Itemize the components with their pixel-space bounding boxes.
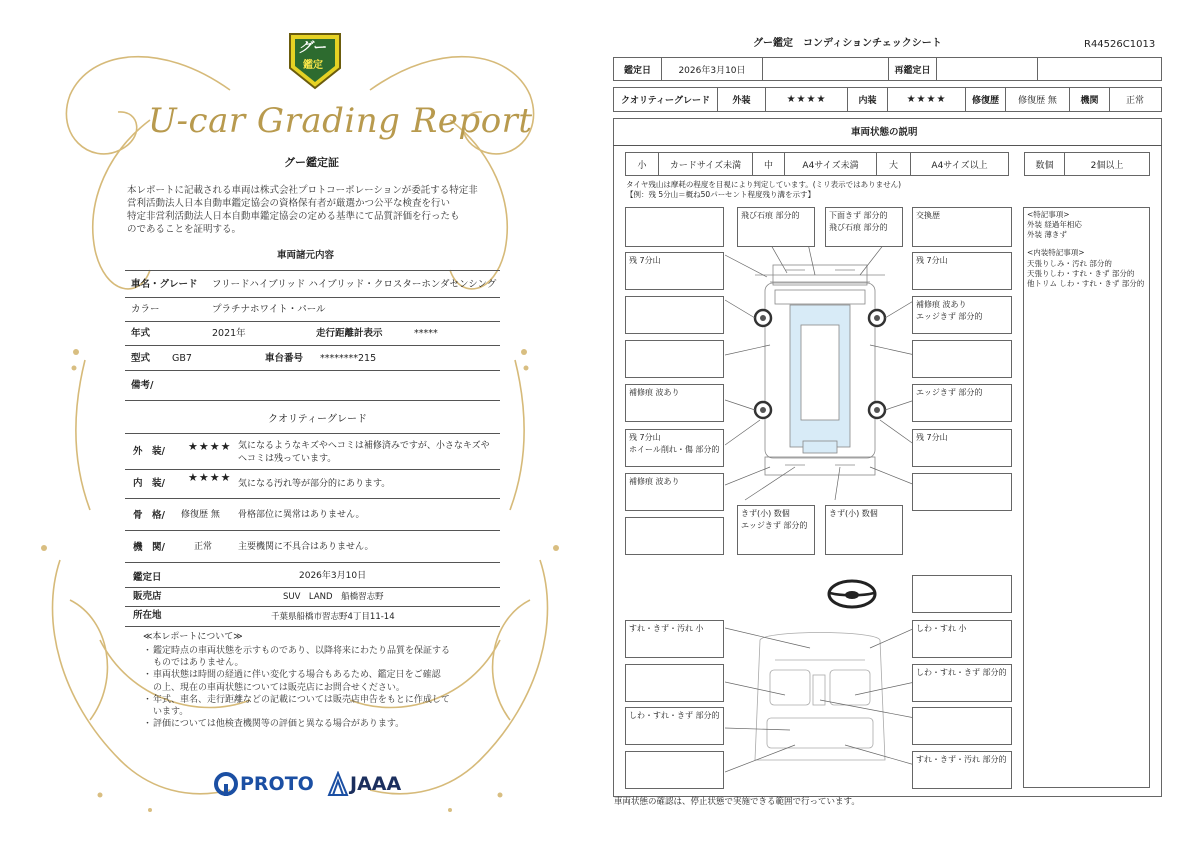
- count-legend: [1024, 152, 1150, 176]
- interior-stars: ★★★★: [188, 471, 232, 484]
- frame-value: 修復歴 無: [181, 510, 220, 520]
- divider: [125, 370, 500, 371]
- car-exterior-diagram: [725, 205, 915, 550]
- chassis-value: ********215: [320, 353, 377, 364]
- intro-paragraph: [127, 184, 507, 236]
- note-line: 車両状態は時間の経過に伴い変化する場合もあるため、鑑定日をご確認: [153, 670, 441, 681]
- note-line: 年式、車名、走行距離などの記載については販売店申告をもとに作成して: [153, 694, 450, 705]
- size-legend: [625, 152, 1009, 176]
- year-label: 年式: [131, 328, 151, 339]
- note-line: 評価については他検査機関等の評価と異なる場合があります。: [153, 719, 405, 730]
- note-box: [625, 296, 724, 334]
- proto-logo-icon: [214, 772, 238, 796]
- note-box: [625, 340, 724, 378]
- note-box-rear-2: [825, 505, 903, 555]
- note-text: エッジきず 部分的: [916, 311, 983, 321]
- certificate-title: グー鑑定証: [284, 156, 339, 169]
- special-line: 他トリム しわ・すれ・きず 部分的: [1027, 278, 1145, 288]
- note-text: 残 7分山: [916, 256, 948, 265]
- divider: [125, 626, 500, 627]
- note-text: すれ・きず・汚れ 小: [629, 624, 704, 633]
- divider: [125, 345, 500, 346]
- engine-note: 主要機関に不具合はありません。: [238, 542, 374, 552]
- exterior-label: 外 装/: [133, 446, 165, 457]
- note-text: 補修痕 波あり: [629, 388, 680, 397]
- divider: [125, 498, 500, 499]
- sheet-code: R44526C1013: [1084, 39, 1156, 50]
- special-line: 外装 薄きず: [1027, 230, 1067, 240]
- note-box-tire-rr: [912, 429, 1012, 467]
- note-text: 下面きず 部分的: [829, 211, 888, 220]
- note-bullet: ・: [143, 670, 153, 681]
- size-large: 大: [877, 153, 911, 175]
- note-box-repair-l2: [625, 473, 724, 511]
- frame-note: 骨格部位に異常はありません。: [238, 510, 365, 520]
- year-value: 2021年: [212, 328, 246, 339]
- note-box: [912, 340, 1012, 378]
- blank-cell: [763, 58, 889, 80]
- model-value: GB7: [172, 353, 192, 364]
- tire-note-1: タイヤ残山は摩耗の程度を目視により判定しています。(ミリ表示ではありません): [626, 180, 902, 189]
- note-text: 飛び石痕 部分的: [829, 222, 888, 232]
- note-box-int-r4: [912, 751, 1012, 789]
- note-box-front-low: [825, 207, 903, 247]
- note-text: 残 7分山: [629, 433, 661, 442]
- date-value: 2026年3月10日: [662, 58, 763, 80]
- divider: [125, 587, 500, 588]
- note-box-int-r2: [912, 664, 1012, 702]
- note-text: エッジきず 部分的: [916, 388, 983, 397]
- note-line: の上、現在の車両状態については販売店にお問合せください。: [153, 682, 405, 693]
- shop-value: SUV LAND 船橋習志野: [283, 592, 384, 602]
- grade-row: [613, 87, 1162, 112]
- size-mid: 中: [753, 153, 785, 175]
- interior-stars: ★★★★: [888, 88, 966, 111]
- date-row: [613, 57, 1162, 81]
- intro-line: 営利活動法人日本自動車鑑定協会の資格保有者が厳選かつ公平な検査を行い: [127, 198, 451, 209]
- note-box-chip: [737, 207, 815, 247]
- remarks-label: 備考/: [131, 380, 154, 391]
- script-title: U-car Grading Report: [148, 101, 533, 141]
- engine-label: 機関: [1070, 88, 1110, 111]
- shop-label: 販売店: [133, 591, 162, 602]
- sheet-footer: 車両状態の確認は、停止状態で実施できる範囲で行っています。: [614, 797, 860, 807]
- redate-label: 再鑑定日: [889, 58, 937, 80]
- jaaa-logo: JAAA: [350, 773, 402, 795]
- special-line: <特記事項>: [1027, 210, 1070, 219]
- divider: [125, 530, 500, 531]
- size-mid-desc: A4サイズ未満: [785, 153, 877, 175]
- note-box-edge-r: [912, 384, 1012, 422]
- size-small: 小: [626, 153, 659, 175]
- divider: [125, 469, 500, 470]
- divider: [125, 606, 500, 607]
- color-value: プラチナホワイト・パール: [212, 304, 326, 315]
- note-box-repair-l: [625, 384, 724, 422]
- note-text: 飛び石痕 部分的: [741, 211, 800, 220]
- notes-heading: ≪本レポートについて≫: [143, 632, 243, 642]
- interior-label: 内 装/: [133, 478, 165, 489]
- note-box: [625, 517, 724, 555]
- note-text: しわ・すれ 小: [916, 624, 967, 633]
- note-item: [143, 694, 493, 718]
- note-item: [143, 718, 493, 730]
- frame-label: 骨 格/: [133, 510, 165, 521]
- car-interior-diagram: [725, 600, 915, 795]
- badge-line1: グー: [298, 40, 326, 56]
- divider: [125, 433, 500, 434]
- count-label: 数個: [1025, 153, 1065, 175]
- engine-value: 正常: [194, 542, 213, 552]
- special-line: <内装特記事項>: [1027, 248, 1085, 258]
- note-text: ホイール削れ・傷 部分的: [629, 444, 720, 454]
- note-line: います。: [153, 707, 189, 718]
- divider: [613, 145, 1162, 146]
- engine-label: 機 関/: [133, 542, 165, 553]
- engine-value: 正常: [1125, 96, 1144, 106]
- count-value: 2個以上: [1090, 160, 1124, 171]
- note-text: きず(小) 数個: [741, 509, 790, 518]
- note-box: [912, 473, 1012, 511]
- exterior-label: 外装: [718, 88, 766, 111]
- divider: [125, 400, 500, 401]
- special-line: 外装 経過年相応: [1027, 220, 1082, 230]
- note-box-rear-1: [737, 505, 815, 555]
- note-box-int-r1: [912, 620, 1012, 658]
- note-item: [143, 669, 493, 693]
- divider: [125, 270, 500, 271]
- intro-line: のであることを証明する。: [127, 224, 242, 235]
- date-label: 鑑定日: [614, 58, 662, 80]
- note-box-int-l1: [625, 620, 724, 658]
- note-text: 交換歴: [916, 211, 940, 220]
- repair-history-label: 修復歴: [966, 88, 1006, 111]
- interior-note: 気になる汚れ等が部分的にあります。: [238, 479, 391, 489]
- section-title: 車両状態の説明: [851, 127, 918, 138]
- note-text: きず(小) 数個: [829, 509, 878, 518]
- car-name-label: 車名・グレード: [131, 279, 198, 290]
- note-text: 残 7分山: [629, 256, 661, 265]
- note-item: [143, 645, 493, 669]
- repair-history-value: 修復歴 無: [1006, 88, 1070, 111]
- note-bullet: ・: [143, 719, 153, 730]
- note-text: 補修痕 波あり: [916, 300, 967, 309]
- exterior-stars: ★★★★: [188, 440, 232, 453]
- note-bullet: ・: [143, 694, 153, 705]
- proto-logo: PROTO: [240, 773, 314, 795]
- note-box-int-l3: [625, 707, 724, 745]
- note-box-tire-fr: [912, 252, 1012, 290]
- exterior-stars: ★★★★: [766, 88, 848, 111]
- note-box-tire-rl: [625, 429, 724, 467]
- divider: [125, 562, 500, 563]
- inspection-date-label: 鑑定日: [133, 572, 162, 583]
- inspection-date-value: 2026年3月10日: [299, 571, 367, 581]
- redate-value: [937, 58, 1038, 80]
- divider: [125, 321, 500, 322]
- special-notes: [1023, 207, 1150, 788]
- size-small-desc: カードサイズ未満: [659, 153, 753, 175]
- quality-grade-label: クオリティーグレード: [614, 88, 718, 111]
- sheet-title: グー鑑定 コンディションチェックシート: [753, 38, 942, 49]
- note-text: 残 7分山: [916, 433, 948, 442]
- size-large-desc: A4サイズ以上: [931, 160, 988, 171]
- intro-line: 本レポートに記載される車両は株式会社プロトコーポレーションが委託する特定非: [127, 185, 478, 196]
- exterior-note-2: ヘコミは残っています。: [238, 454, 337, 464]
- intro-line: 特定非営利活動法人日本自動車鑑定協会の定める基準にて品質評価を行ったも: [127, 211, 460, 222]
- special-line: 天張りしみ・汚れ 部分的: [1027, 258, 1112, 268]
- address-value: 千葉県船橋市習志野4丁目11-14: [271, 612, 395, 622]
- quality-heading: クオリティーグレード: [268, 414, 367, 425]
- interior-label: 内装: [848, 88, 888, 111]
- condition-check-sheet: [600, 0, 1200, 848]
- special-line: 天張りしわ・すれ・きず 部分的: [1027, 268, 1135, 278]
- note-box: [912, 575, 1012, 613]
- tire-note-2: 【例：残 5分山＝概ね50パーセント程度残り溝を示す】: [626, 190, 816, 199]
- odometer-label: 走行距離計表示: [316, 328, 383, 339]
- specs-heading: 車両諸元内容: [277, 250, 335, 261]
- jaaa-logo-icon: [327, 771, 349, 797]
- car-name-value: フリードハイブリッド ハイブリッド・クロスターホンダセンシング: [212, 279, 497, 290]
- note-box-tire-fl: [625, 252, 724, 290]
- note-line: 鑑定時点の車両状態を示すものであり、以降将来にわたり品質を保証する: [153, 646, 451, 656]
- note-text: しわ・すれ・きず 部分的: [629, 711, 720, 720]
- note-box: [625, 664, 724, 702]
- note-text: 補修痕 波あり: [629, 477, 680, 486]
- note-line: ものではありません。: [153, 658, 244, 669]
- exterior-note-1: 気になるようなキズやヘコミは補修済みですが、小さなキズや: [238, 441, 490, 451]
- note-box-repair-r: [912, 296, 1012, 334]
- note-box: [625, 751, 724, 789]
- notes-list: [143, 645, 493, 730]
- badge-line2: 鑑定: [303, 60, 323, 71]
- note-text: エッジきず 部分的: [741, 520, 808, 530]
- odometer-value: *****: [414, 328, 438, 339]
- note-box: [912, 707, 1012, 745]
- note-text: すれ・きず・汚れ 部分的: [916, 755, 1007, 764]
- color-label: カラー: [131, 304, 160, 315]
- note-bullet: ・: [143, 646, 153, 656]
- note-text: しわ・すれ・きず 部分的: [916, 668, 1007, 677]
- chassis-label: 車台番号: [265, 353, 304, 364]
- divider: [125, 297, 500, 298]
- model-label: 型式: [131, 353, 151, 364]
- address-label: 所在地: [133, 610, 162, 621]
- note-box-replaced: [912, 207, 1012, 247]
- note-box: [625, 207, 724, 247]
